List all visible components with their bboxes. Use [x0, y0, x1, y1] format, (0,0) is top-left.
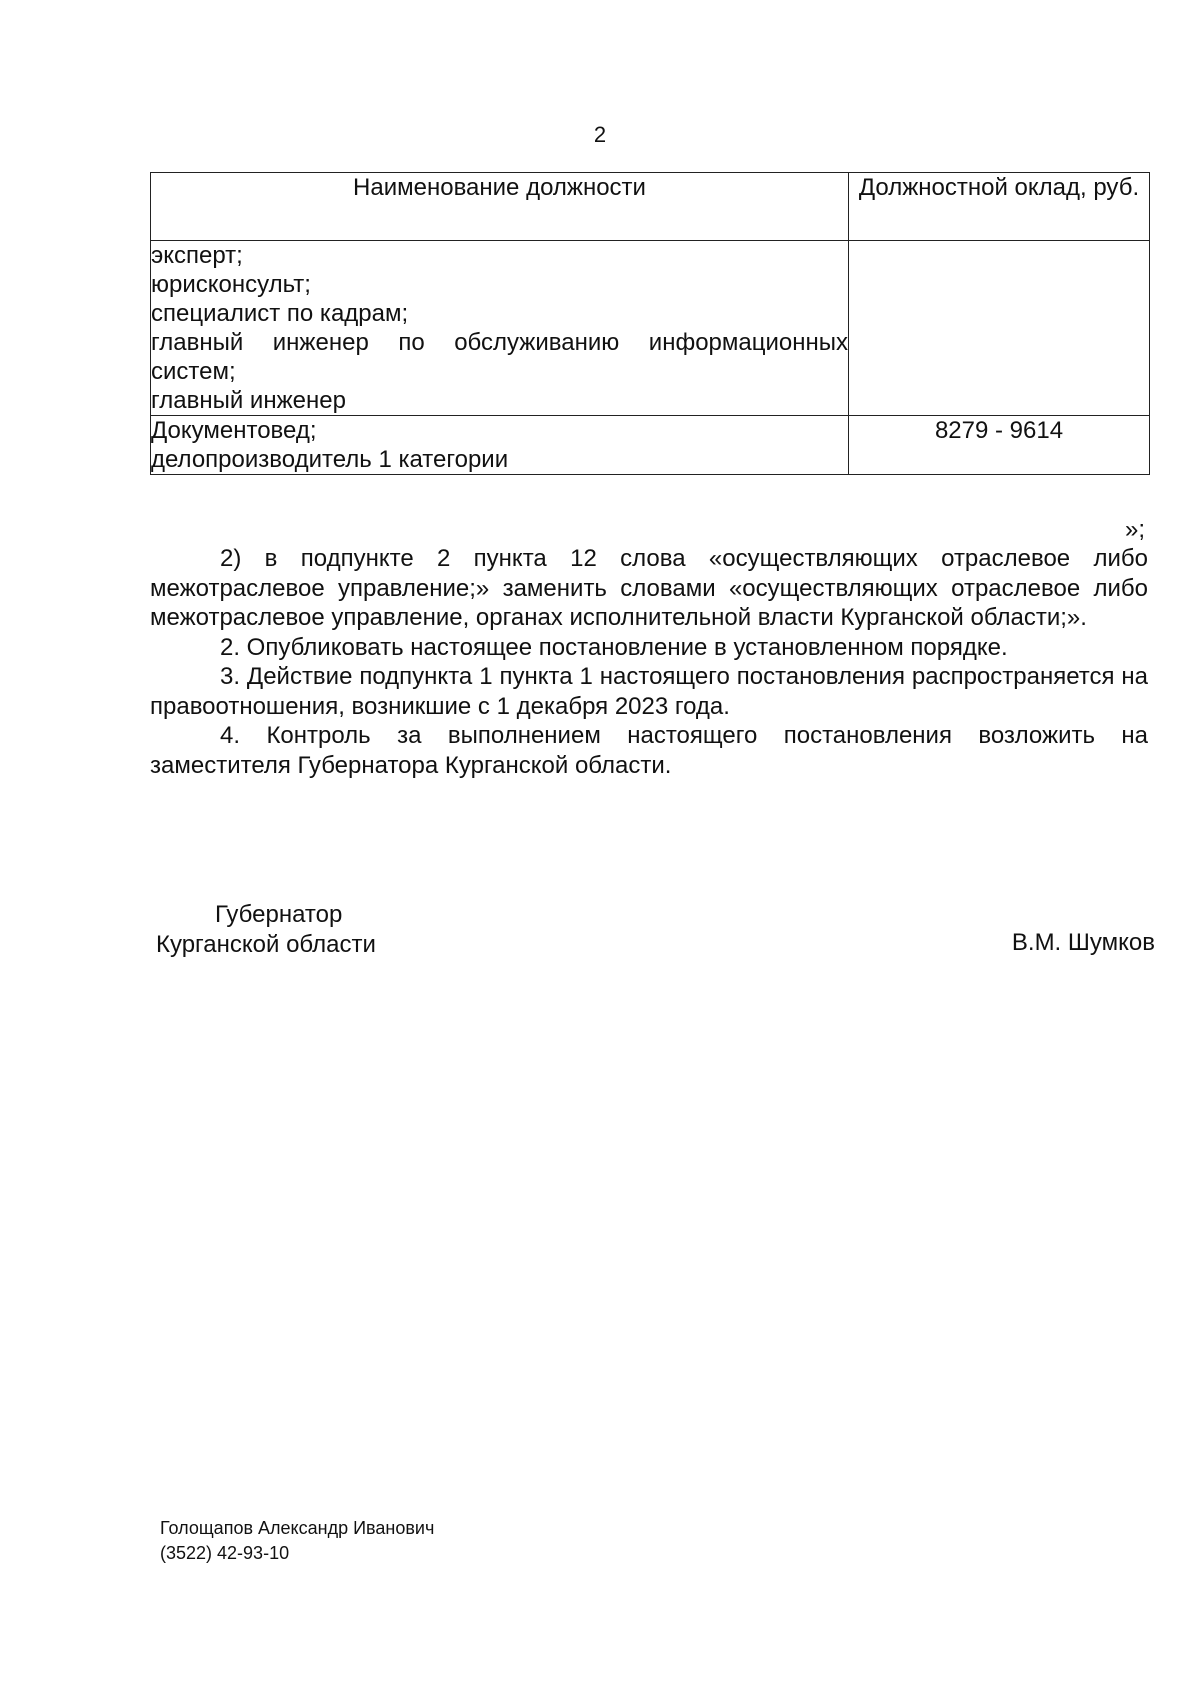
paragraph: 2. Опубликовать настоящее постановление в установленном порядке. — [220, 633, 1008, 661]
table-row — [151, 416, 1150, 475]
page-number: 2 — [593, 122, 607, 147]
position-line: главный инженер — [151, 387, 346, 414]
salary-cell — [849, 241, 1150, 416]
header-salary: Должностной оклад, руб. — [849, 173, 1150, 241]
position-line: делопроизводитель 1 категории — [151, 446, 509, 473]
paragraph: 2) в подпункте 2 пункта 12 слова «осуществляющих отраслевое либо межотраслевое управление;» заменить словами «осуществляющих отраслевое либо межотраслевое управление, органах исполнительной власти Курганской области;». — [150, 545, 1148, 631]
signatory-name: В.М. Шумков — [1011, 929, 1155, 956]
header-position: Наименование должности — [151, 173, 849, 241]
position-line: специалист по кадрам; — [151, 300, 409, 327]
closing-quote: »; — [1124, 516, 1145, 543]
salary-cell: 8279 - 9614 — [849, 416, 1150, 475]
position-cell — [151, 416, 849, 475]
table-row — [151, 241, 1150, 416]
position-line: главный инженер по обслуживанию информационных — [151, 329, 848, 356]
position-line: Документовед; — [151, 417, 317, 444]
executor-name: Голощапов Александр Иванович — [160, 1518, 435, 1538]
signatory-region: Курганской области — [156, 931, 376, 958]
executor-block — [160, 1516, 434, 1566]
position-line: эксперт; — [151, 242, 243, 269]
paragraph: 4. Контроль за выполнением настоящего постановления возложить на заместителя Губернатора Курганской области. — [150, 722, 1148, 779]
position-cell — [151, 241, 849, 416]
position-line: юрисконсульт; — [151, 271, 311, 298]
body-text — [150, 544, 1148, 780]
table-header-row — [151, 173, 1150, 241]
salary-table — [150, 172, 1150, 475]
executor-phone: (3522) 42-93-10 — [160, 1543, 290, 1563]
position-line: систем; — [151, 358, 236, 385]
paragraph: 3. Действие подпункта 1 пункта 1 настоящего постановления распространяется на правоотношения, возникшие с 1 декабря 2023 года. — [150, 663, 1148, 720]
signatory-title: Губернатор — [215, 901, 343, 928]
